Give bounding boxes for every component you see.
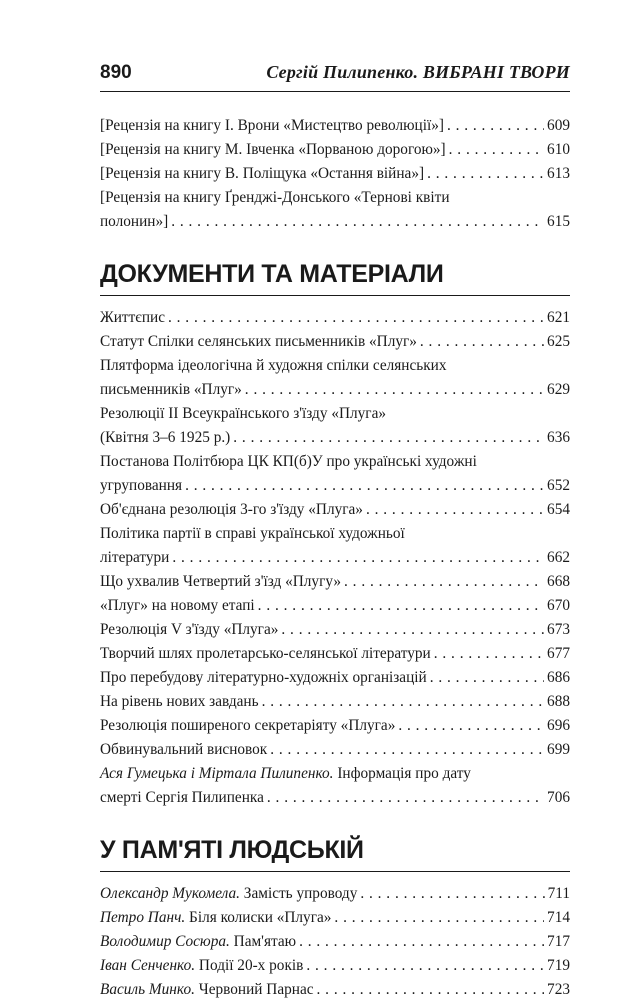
memory-list	[100, 882, 570, 1002]
entry-last-line	[100, 330, 570, 354]
dot-leader	[398, 714, 544, 738]
entry-text	[100, 714, 395, 738]
entry-last-line	[100, 138, 570, 162]
entry-page-number: 714	[547, 909, 570, 926]
entry-title: Пам'ятаю	[229, 933, 297, 950]
entry-text	[100, 114, 444, 138]
entry-last-line	[100, 162, 570, 186]
toc-entry[interactable]	[100, 954, 570, 978]
entry-author: Василь Минко.	[100, 981, 195, 998]
entry-text	[100, 162, 424, 186]
dot-leader	[267, 786, 544, 810]
entry-last-line	[100, 786, 570, 810]
dot-leader	[172, 546, 544, 570]
toc-entry[interactable]	[100, 162, 570, 186]
entry-text	[100, 594, 255, 618]
entry-page-number: 670	[547, 597, 570, 614]
entry-page-number: 654	[547, 501, 570, 518]
toc-entry[interactable]	[100, 882, 570, 906]
dot-leader	[171, 210, 544, 234]
entry-text	[100, 930, 296, 954]
section-heading-documents: ДОКУМЕНТИ ТА МАТЕРІАЛИ	[100, 260, 570, 296]
entry-last-line	[100, 210, 570, 234]
entry-page-number: 621	[547, 309, 570, 326]
entry-last-line	[100, 690, 570, 714]
entry-text	[100, 786, 264, 810]
entry-page-number: 719	[547, 957, 570, 974]
dot-leader	[344, 570, 544, 594]
entry-page-number: 686	[547, 669, 570, 686]
entry-page-number: 696	[547, 717, 570, 734]
entry-title: Плятформа ідеологічна й художня спілки селянських	[100, 357, 447, 374]
entry-page-number: 711	[547, 885, 570, 902]
toc-entry[interactable]	[100, 690, 570, 714]
entry-page-number: 615	[547, 213, 570, 230]
dot-leader	[258, 594, 544, 618]
entry-author: Іван Сенченко.	[100, 957, 196, 974]
toc-entry[interactable]	[100, 186, 570, 234]
toc-entry[interactable]	[100, 330, 570, 354]
entry-last-line	[100, 306, 570, 330]
entry-title: смерті Сергія Пилипенка	[100, 789, 264, 806]
entry-title: літератури	[100, 549, 170, 566]
toc-entry[interactable]	[100, 354, 570, 402]
entry-last-line	[100, 594, 570, 618]
entry-title: [Рецензія на книгу І. Врони «Мистецтво революції»]	[100, 117, 444, 134]
toc-entry[interactable]	[100, 714, 570, 738]
entry-page-number: 625	[547, 333, 570, 350]
entry-title: полонин»]	[100, 213, 169, 230]
entry-title: Життєпис	[100, 309, 165, 326]
dot-leader	[360, 882, 544, 906]
section-heading-memory: У ПАМ'ЯТІ ЛЮДСЬКІЙ	[100, 836, 570, 872]
entry-last-line	[100, 906, 570, 930]
toc-entry[interactable]	[100, 762, 570, 810]
entry-text	[100, 690, 259, 714]
entry-last-line	[100, 114, 570, 138]
dot-leader	[245, 378, 544, 402]
entry-page-number: 652	[547, 477, 570, 494]
entry-text	[100, 954, 303, 978]
entry-title: [Рецензія на книгу Ґренджі-Донського «Тернові квіти	[100, 189, 450, 206]
entry-text-line	[100, 354, 570, 378]
entry-last-line	[100, 570, 570, 594]
entry-text	[100, 666, 427, 690]
entry-title: письменників «Плуг»	[100, 381, 242, 398]
entry-text	[100, 570, 341, 594]
entry-text	[100, 906, 331, 930]
reviews-list	[100, 114, 570, 234]
toc-entry[interactable]	[100, 522, 570, 570]
toc-entry[interactable]	[100, 906, 570, 930]
entry-text	[100, 210, 168, 234]
entry-last-line	[100, 954, 570, 978]
entry-text-line	[100, 186, 570, 210]
entry-last-line	[100, 618, 570, 642]
entry-title: Постанова Політбюра ЦК КП(б)У про українські художні	[100, 453, 477, 470]
entry-title: [Рецензія на книгу М. Івченка «Порваною дорогою»]	[100, 141, 446, 158]
entry-page-number: 677	[547, 645, 570, 662]
entry-title: Резолюції ІІ Всеукраїнського з'їзду «Плуга»	[100, 405, 387, 422]
dot-leader	[168, 306, 544, 330]
entry-text	[100, 642, 431, 666]
entry-author: Ася Гумецька і Міртала Пилипенко.	[100, 765, 334, 782]
dot-leader	[449, 138, 544, 162]
entry-text	[100, 618, 278, 642]
entry-author: Петро Панч.	[100, 909, 186, 926]
entry-last-line	[100, 666, 570, 690]
toc-entry[interactable]	[100, 138, 570, 162]
entry-page-number: 699	[547, 741, 570, 758]
dot-leader	[262, 690, 544, 714]
entry-text-line	[100, 402, 570, 426]
dot-leader	[317, 978, 545, 1002]
entry-page-number: 629	[547, 381, 570, 398]
entry-page-number: 662	[547, 549, 570, 566]
documents-section	[100, 260, 570, 810]
entry-text	[100, 306, 165, 330]
entry-text-line	[100, 762, 570, 786]
entry-page-number: 636	[547, 429, 570, 446]
toc-entry[interactable]	[100, 642, 570, 666]
entry-last-line	[100, 978, 570, 1002]
entry-text-line	[100, 450, 570, 474]
entry-title: На рівень нових завдань	[100, 693, 259, 710]
dot-leader	[233, 426, 544, 450]
entry-page-number: 668	[547, 573, 570, 590]
dot-leader	[306, 954, 544, 978]
dot-leader	[185, 474, 544, 498]
entry-text	[100, 330, 417, 354]
entry-title: Резолюція поширеного секретаріяту «Плуга»	[100, 717, 396, 734]
entry-title: Що ухвалив Четвертий з'їзд «Плугу»	[100, 573, 342, 590]
dot-leader	[270, 738, 544, 762]
dot-leader	[447, 114, 544, 138]
toc-entry[interactable]	[100, 306, 570, 330]
toc-entry[interactable]	[100, 978, 570, 1002]
toc-entry[interactable]	[100, 450, 570, 498]
dot-leader	[299, 930, 544, 954]
entry-page-number: 609	[547, 117, 570, 134]
entry-last-line	[100, 642, 570, 666]
toc-entry[interactable]	[100, 594, 570, 618]
entry-title: [Рецензія на книгу В. Поліщука «Остання війна»]	[100, 165, 425, 182]
dot-leader	[434, 642, 544, 666]
entry-text	[100, 378, 242, 402]
running-title: Сергій Пилипенко. ВИБРАНІ ТВОРИ	[266, 62, 570, 82]
entry-text	[100, 498, 363, 522]
entry-title: Статут Спілки селянських письменників «Плуг»	[100, 333, 417, 350]
page-number: 890	[100, 62, 132, 83]
toc-entry[interactable]	[100, 666, 570, 690]
entry-page-number: 706	[547, 789, 570, 806]
entry-title: Про перебудову літературно-художніх організацій	[100, 669, 427, 686]
entry-author: Олександр Мукомела.	[100, 885, 240, 902]
toc-entry[interactable]	[100, 738, 570, 762]
dot-leader	[281, 618, 544, 642]
toc-entry[interactable]	[100, 930, 570, 954]
entry-text	[100, 546, 169, 570]
entry-text	[100, 738, 267, 762]
entry-title: Обвинувальний висновок	[100, 741, 268, 758]
memory-section	[100, 836, 570, 1002]
entry-page-number: 688	[547, 693, 570, 710]
entry-title: Резолюція V з'їзду «Плуга»	[100, 621, 279, 638]
toc-entry[interactable]	[100, 618, 570, 642]
running-header	[100, 62, 570, 92]
dot-leader	[366, 498, 544, 522]
entry-text	[100, 426, 230, 450]
entry-page-number: 723	[547, 981, 570, 998]
toc-entry[interactable]	[100, 498, 570, 522]
dot-leader	[430, 666, 544, 690]
page	[100, 62, 570, 1002]
entry-title: Об'єднана резолюція 3-го з'їзду «Плуга»	[100, 501, 363, 518]
entry-title: Біля колиски «Плуга»	[185, 909, 332, 926]
entry-title: угруповання	[100, 477, 183, 494]
dot-leader	[334, 906, 544, 930]
entry-last-line	[100, 930, 570, 954]
entry-text	[100, 978, 314, 1002]
entry-last-line	[100, 714, 570, 738]
entry-title: Політика партії в справі української художньої	[100, 525, 405, 542]
entry-page-number: 610	[547, 141, 570, 158]
toc-entry[interactable]	[100, 402, 570, 450]
entry-text	[100, 882, 357, 906]
entry-title: (Квітня 3–6 1925 р.)	[100, 429, 231, 446]
dot-leader	[427, 162, 544, 186]
entry-last-line	[100, 378, 570, 402]
entry-page-number: 673	[547, 621, 570, 638]
entry-title: Творчий шлях пролетарсько-селянської літератури	[100, 645, 431, 662]
documents-list	[100, 306, 570, 810]
entry-last-line	[100, 498, 570, 522]
toc-entry[interactable]	[100, 570, 570, 594]
entry-last-line	[100, 882, 570, 906]
entry-last-line	[100, 426, 570, 450]
entry-last-line	[100, 474, 570, 498]
entry-text-line	[100, 522, 570, 546]
entry-author: Володимир Сосюра.	[100, 933, 230, 950]
entry-title: Події 20-х років	[195, 957, 304, 974]
entry-text	[100, 138, 446, 162]
entry-page-number: 613	[547, 165, 570, 182]
entry-last-line	[100, 738, 570, 762]
entry-text	[100, 474, 182, 498]
entry-title: Інформація про дату	[333, 765, 471, 782]
entry-title: Червоний Парнас	[194, 981, 314, 998]
entry-last-line	[100, 546, 570, 570]
entry-title: Замість упроводу	[239, 885, 358, 902]
dot-leader	[420, 330, 544, 354]
entry-page-number: 717	[547, 933, 570, 950]
entry-title: «Плуг» на новому етапі	[100, 597, 255, 614]
toc-entry[interactable]	[100, 114, 570, 138]
